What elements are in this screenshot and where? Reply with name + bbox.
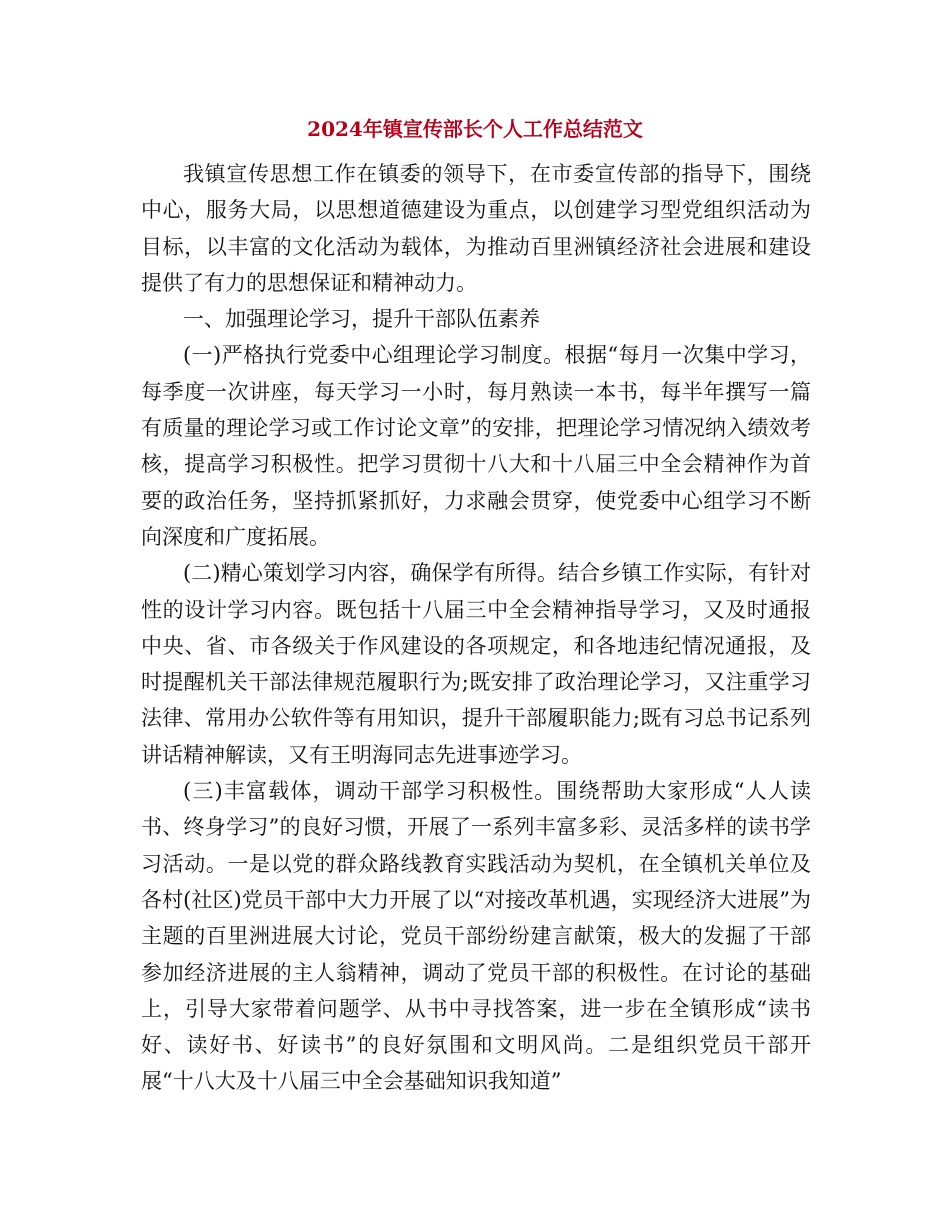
section-heading-1: 一、加强理论学习，提升干部队伍素养 [183, 307, 540, 332]
document-title: 2024年镇宣传部长个人工作总结范文 [307, 117, 643, 141]
paragraph-item-1: (一)严格执行党委中心组理论学习制度。根据“每月一次集中学习，每季度一次讲座，每天学习一小时，每月熟读一本书，每半年撰写一篇有质量的理论学习或工作讨论文章”的安排，把理论学习情况纳入绩效考核，提高学习积极性。把学习贯彻十八大和十八届三中全会精神作为首要的政治任务，坚持抓紧抓好，力求融会贯穿，使党委中心组学习不断向深度和广度拓展。 [141, 343, 811, 549]
intro-paragraph: 我镇宣传思想工作在镇委的领导下，在市委宣传部的指导下，围绕中心，服务大局，以思想道德建设为重点，以创建学习型党组织活动为目标，以丰富的文化活动为载体，为推动百里洲镇经济社会进展和建设提供了有力的思想保证和精神动力。 [141, 162, 811, 295]
paragraph-item-3: (三)丰富载体，调动干部学习积极性。围绕帮助大家形成“人人读书、终身学习”的良好习惯，开展了一系列丰富多彩、灵活多样的读书学习活动。一是以党的群众路线教育实践活动为契机，在全镇机关单位及各村(社区)党员干部中大力开展了以“对接改革机遇，实现经济大进展”为主题的百里洲进展大讨论，党员干部纷纷建言献策，极大的发掘了干部参加经济进展的主人翁精神，调动了党员干部的积极性。在讨论的基础上，引导大家带着问题学、从书中寻找答案，进一步在全镇形成“读书好、读好书、好读书”的良好氛围和文明风尚。二是组织党员干部开展“十八大及十八届三中全会基础知识我知道” [141, 779, 811, 1094]
document-body [141, 156, 811, 1100]
paragraph-item-2: (二)精心策划学习内容，确保学有所得。结合乡镇工作实际，有针对性的设计学习内容。既包括十八届三中全会精神指导学习，又及时通报中央、省、市各级关于作风建设的各项规定，和各地违纪情况通报，及时提醒机关干部法律规范履职行为;既安排了政治理论学习，又注重学习法律、常用办公软件等有用知识，提升干部履职能力;既有习总书记系列讲话精神解读，又有王明海同志先进事迹学习。 [141, 561, 811, 767]
